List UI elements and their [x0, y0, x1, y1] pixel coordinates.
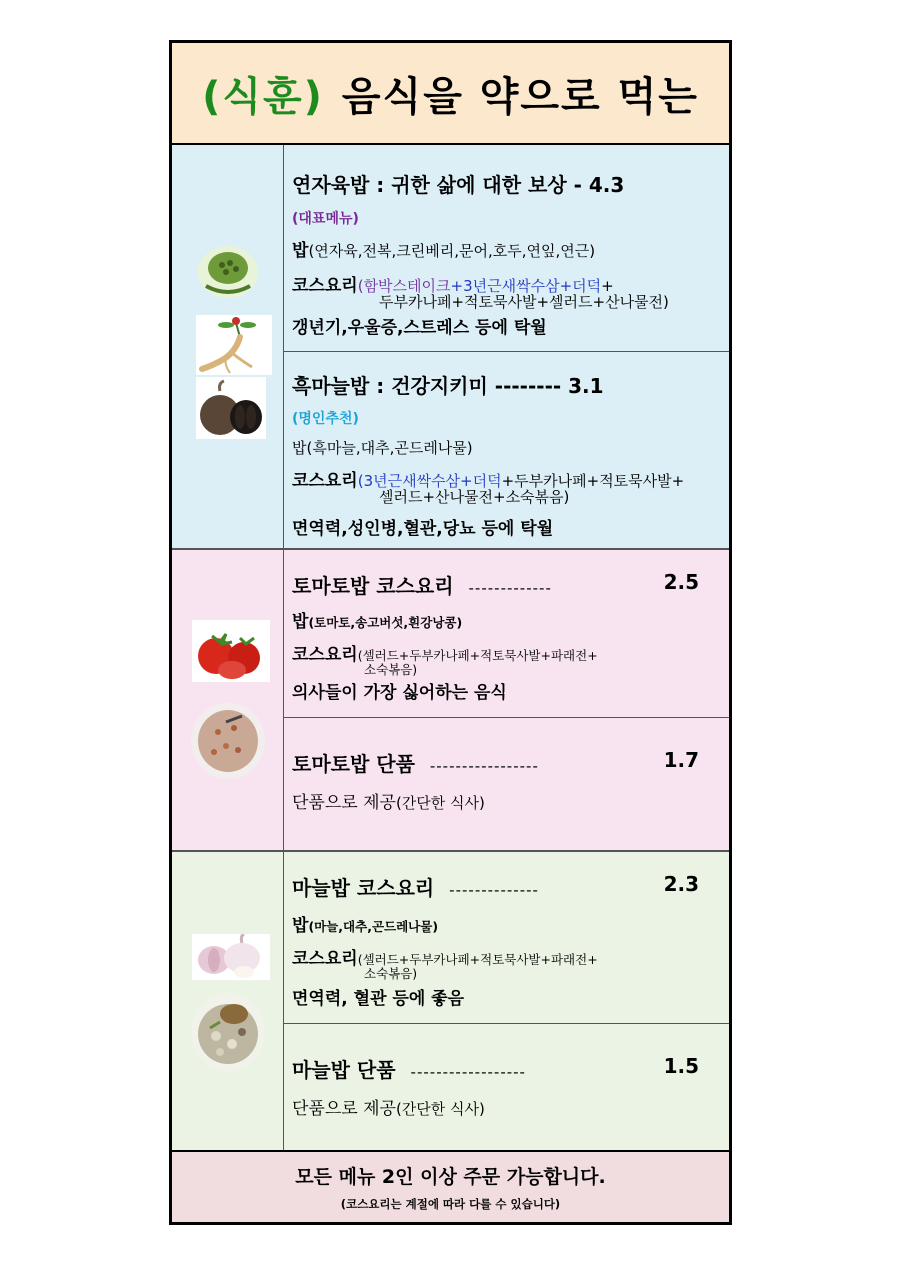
menu-footer	[172, 1150, 729, 1222]
item-title: 토마토밥 코스요리 -------------	[292, 574, 552, 598]
item-benefit: 의사들이 가장 싫어하는 음식	[292, 683, 507, 703]
section-image-column	[172, 852, 284, 1154]
item-rice: 밥(흑마늘,대추,곤드레나물)	[292, 439, 473, 457]
item-dashes: ------------------	[410, 1063, 526, 1081]
menu-item-garlic-course	[284, 852, 729, 1024]
item-course: 코스요리(셀러드+두부카나페+적토묵사발+파래전+	[292, 949, 598, 969]
tomato-rice-image	[190, 702, 266, 780]
item-course-cont: 소숙볶음)	[364, 966, 418, 981]
item-dashes: --------------	[449, 881, 539, 899]
item-tag: (명인추천)	[292, 411, 359, 427]
item-benefit: 면역력,성인병,혈관,당뇨 등에 탁월	[292, 519, 554, 539]
menu-item-tomato-course	[284, 550, 729, 718]
item-course-cont: 두부카나페+적토묵사발+셀러드+산나물전)	[379, 293, 669, 311]
ginseng-image	[196, 315, 272, 375]
item-course-cont: 셀러드+산나물전+소숙볶음)	[379, 488, 570, 506]
item-desc: 단품으로 제공(간단한 식사)	[292, 793, 485, 813]
item-price: 2.3	[663, 872, 699, 896]
garlic-rice-image	[190, 992, 266, 1072]
item-benefit: 갱년기,우울증,스트레스 등에 탁월	[292, 318, 547, 338]
item-course: 코스요리(함박스테이크+3년근새싹수삼+더덕+	[292, 276, 614, 296]
item-tag: (대표메뉴)	[292, 211, 359, 227]
header-title: 음식을 약으로 먹는	[341, 73, 699, 120]
item-course-cont: 소숙볶음)	[364, 662, 418, 677]
garlic-image	[192, 934, 270, 980]
menu-board	[169, 40, 732, 1225]
lotus-image	[196, 238, 260, 302]
item-title: 토마토밥 단품 -----------------	[292, 752, 539, 776]
section-garlic	[172, 852, 729, 1156]
section-image-column	[172, 145, 284, 548]
menu-header	[172, 43, 729, 145]
item-desc: 단품으로 제공(간단한 식사)	[292, 1099, 485, 1119]
item-price: 2.5	[663, 570, 699, 594]
item-title: 흑마늘밥 : 건강지키미 -------- 3.1	[292, 374, 604, 398]
item-rice: 밥(토마토,송고버섯,흰강낭콩)	[292, 612, 463, 632]
item-title: 마늘밥 단품 ------------------	[292, 1058, 526, 1082]
footer-notice: 모든 메뉴 2인 이상 주문 가능합니다.	[295, 1166, 606, 1188]
black-garlic-image	[196, 377, 266, 439]
item-title: 연자육밥 : 귀한 삶에 대한 보상 - 4.3	[292, 173, 625, 197]
item-price: 1.7	[663, 748, 699, 772]
item-rice: 밥(연자육,전복,크린베리,문어,호두,연잎,연근)	[292, 241, 596, 261]
section-image-column	[172, 550, 284, 850]
menu-item-lotus-rice	[284, 145, 729, 352]
header-prefix: (식훈)	[202, 73, 324, 120]
section-tomato	[172, 550, 729, 852]
section-lotus-blackgarlic	[172, 145, 729, 550]
item-price: 1.5	[663, 1054, 699, 1078]
item-course: 코스요리(3년근새싹수삼+더덕+두부카나페+적토묵사발+	[292, 471, 685, 491]
footer-note: (코스요리는 계절에 따라 다를 수 있습니다)	[340, 1197, 561, 1211]
menu-item-tomato-single	[284, 718, 729, 852]
item-course: 코스요리(셀러드+두부카나페+적토묵사발+파래전+	[292, 645, 598, 665]
menu-item-blackgarlic-rice	[284, 352, 729, 550]
item-dashes: -------------	[468, 579, 552, 597]
item-dashes: -----------------	[429, 757, 539, 775]
menu-item-garlic-single	[284, 1024, 729, 1156]
tomato-image	[192, 620, 270, 682]
item-title: 마늘밥 코스요리 --------------	[292, 876, 539, 900]
item-benefit: 면역력, 혈관 등에 좋음	[292, 989, 465, 1009]
item-rice: 밥(마늘,대추,곤드레나물)	[292, 916, 439, 936]
